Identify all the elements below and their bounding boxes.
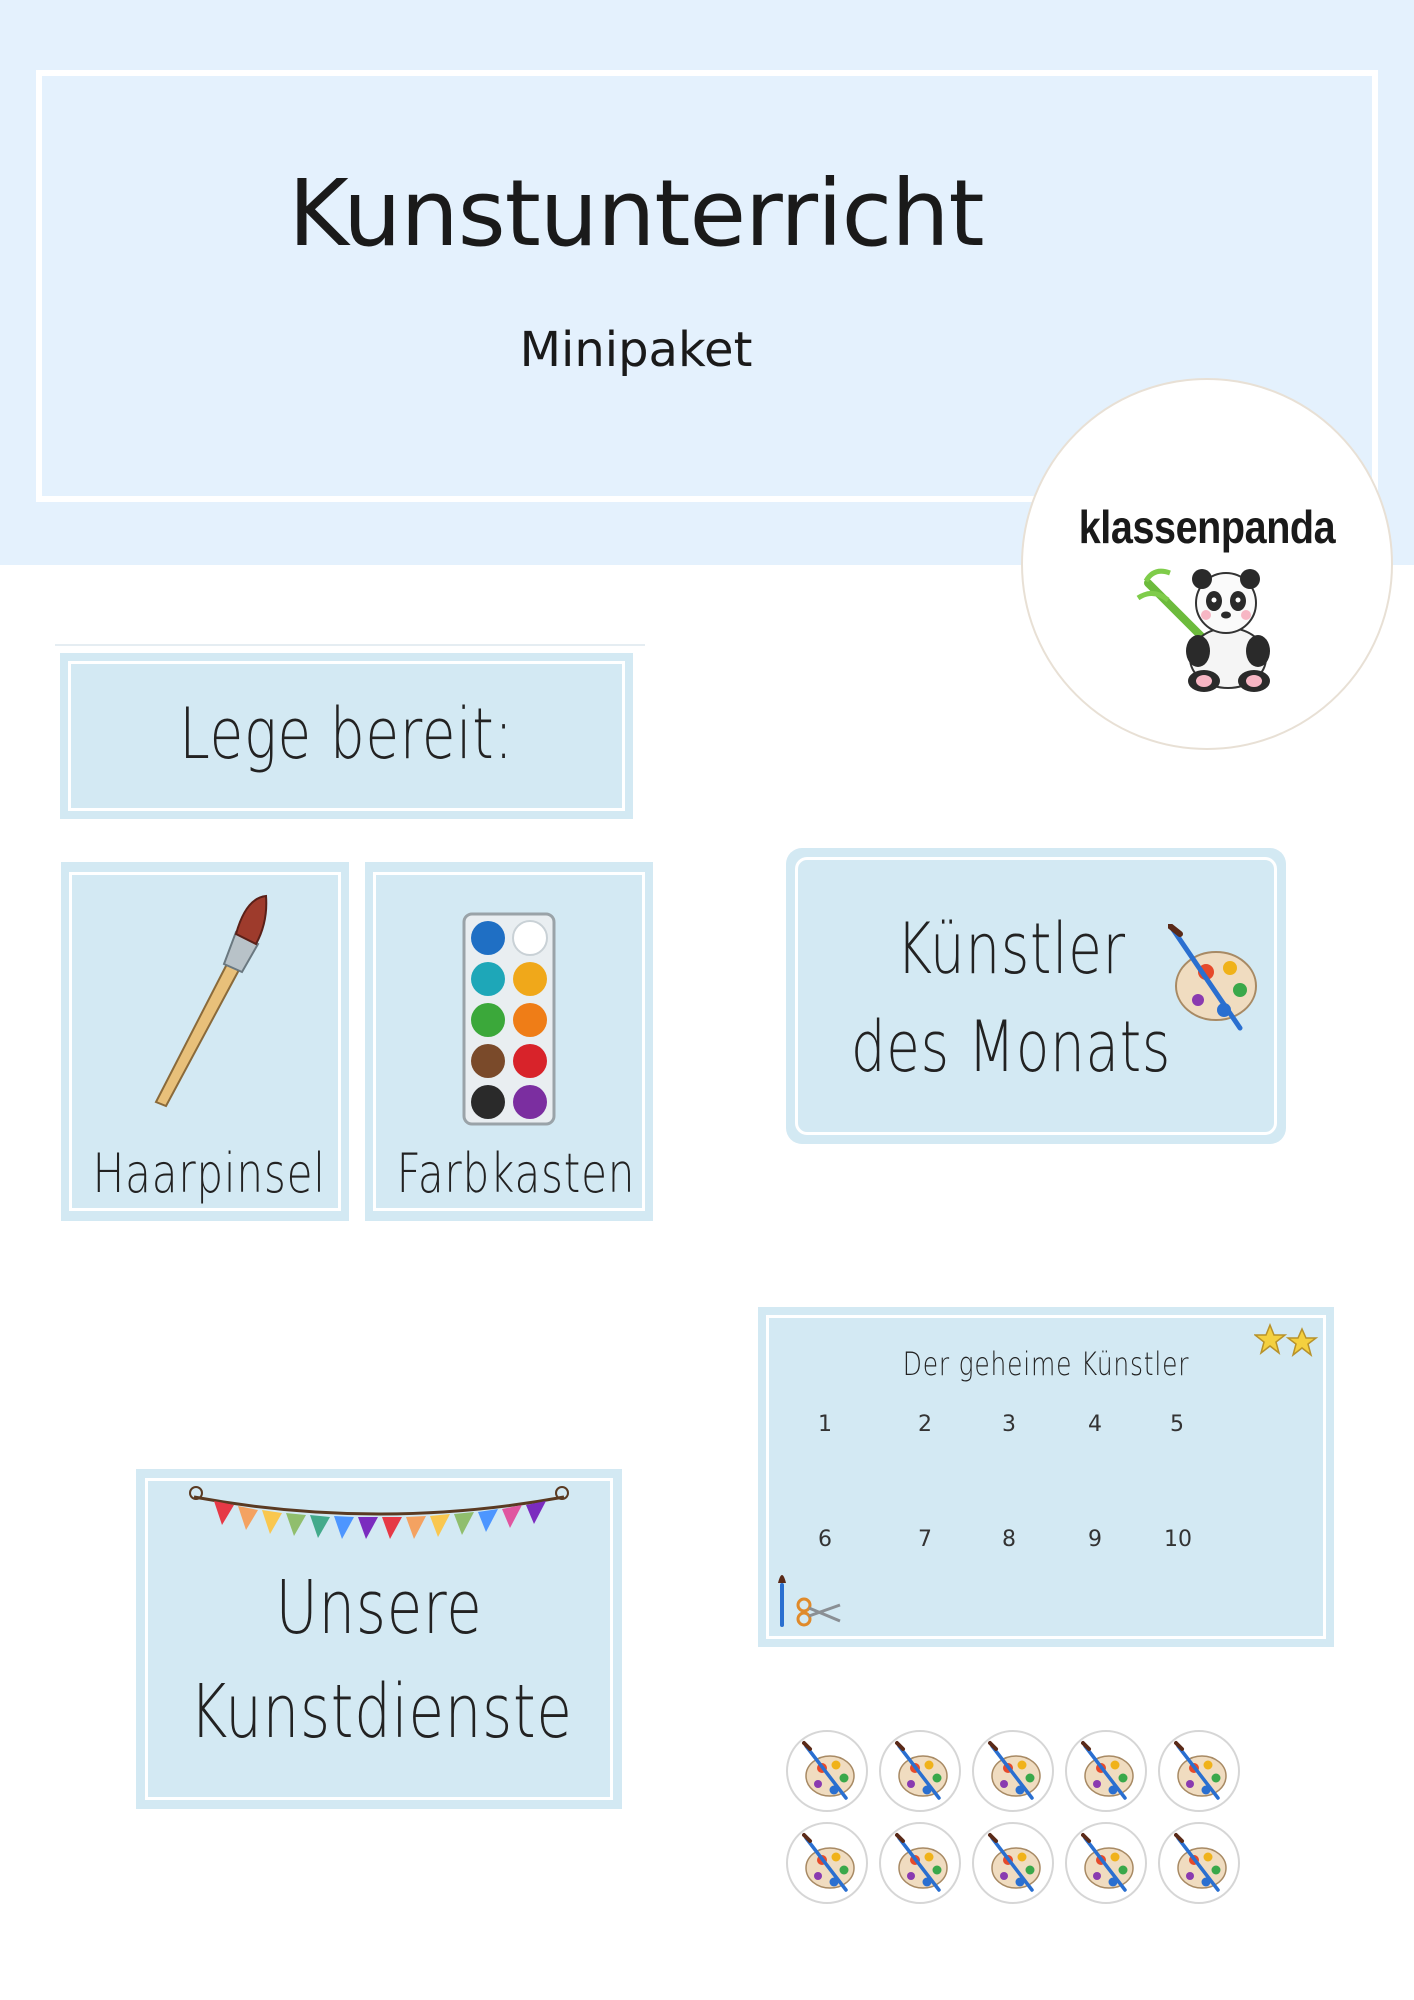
scissors-icon — [796, 1597, 842, 1627]
lege-bereit-label: Lege bereit: — [179, 693, 514, 775]
number-slot-10: 10 — [1164, 1527, 1192, 1552]
number-slot-8: 8 — [1002, 1527, 1016, 1552]
palette-sticker-icon — [879, 1822, 961, 1904]
number-slot-1: 1 — [818, 1412, 832, 1437]
bunting-icon — [186, 1479, 572, 1549]
item-card-haarpinsel — [61, 862, 349, 1221]
palette-sticker-icon — [879, 1730, 961, 1812]
palette-sticker-icon — [1158, 1822, 1240, 1904]
dienste-line2: Kunstdienste — [189, 1669, 573, 1755]
number-slot-2: 2 — [918, 1412, 932, 1437]
kuenstler-line1: Künstler — [896, 908, 1126, 990]
palette-sticker-icon — [1158, 1730, 1240, 1812]
lege-bereit-card — [60, 653, 633, 819]
palette-sticker-icon — [1065, 1730, 1147, 1812]
stars-icon — [1254, 1323, 1320, 1359]
page-subtitle: Minipaket — [519, 322, 753, 378]
paint-palette-icon — [1168, 924, 1260, 1034]
palette-sticker-icon — [972, 1822, 1054, 1904]
geheim-row-2 — [818, 1527, 1258, 1557]
geheim-row-1 — [818, 1412, 1258, 1442]
geheim-title: Der geheime Künstler — [902, 1345, 1190, 1383]
brush-icon — [776, 1569, 788, 1627]
number-slot-9: 9 — [1088, 1527, 1102, 1552]
palette-sticker-icon — [1065, 1822, 1147, 1904]
paintbrush-icon — [136, 892, 276, 1112]
number-slot-5: 5 — [1170, 1412, 1184, 1437]
kuenstler-des-monats-card — [786, 848, 1286, 1144]
item-label-haarpinsel: Haarpinsel — [92, 1142, 326, 1205]
number-slot-4: 4 — [1088, 1412, 1102, 1437]
geheimer-kuenstler-card — [758, 1307, 1334, 1647]
page-title: Kunstunterricht — [288, 160, 984, 267]
kuenstler-line2: des Monats — [850, 1006, 1172, 1088]
item-card-farbkasten — [365, 862, 653, 1221]
number-slot-6: 6 — [818, 1527, 832, 1552]
number-slot-7: 7 — [918, 1527, 932, 1552]
dienste-line1: Unsere — [275, 1565, 483, 1651]
separator-line — [55, 644, 645, 646]
paint-box-icon — [462, 912, 556, 1126]
panda-with-bamboo-icon — [1128, 563, 1296, 693]
unsere-kunstdienste-card — [136, 1469, 622, 1809]
logo-text: klassenpanda — [1078, 501, 1336, 553]
palette-sticker-icon — [786, 1730, 868, 1812]
item-label-farbkasten: Farbkasten — [396, 1142, 636, 1205]
palette-sticker-grid — [786, 1730, 1240, 1906]
number-slot-3: 3 — [1002, 1412, 1016, 1437]
palette-sticker-icon — [786, 1822, 868, 1904]
palette-sticker-icon — [972, 1730, 1054, 1812]
